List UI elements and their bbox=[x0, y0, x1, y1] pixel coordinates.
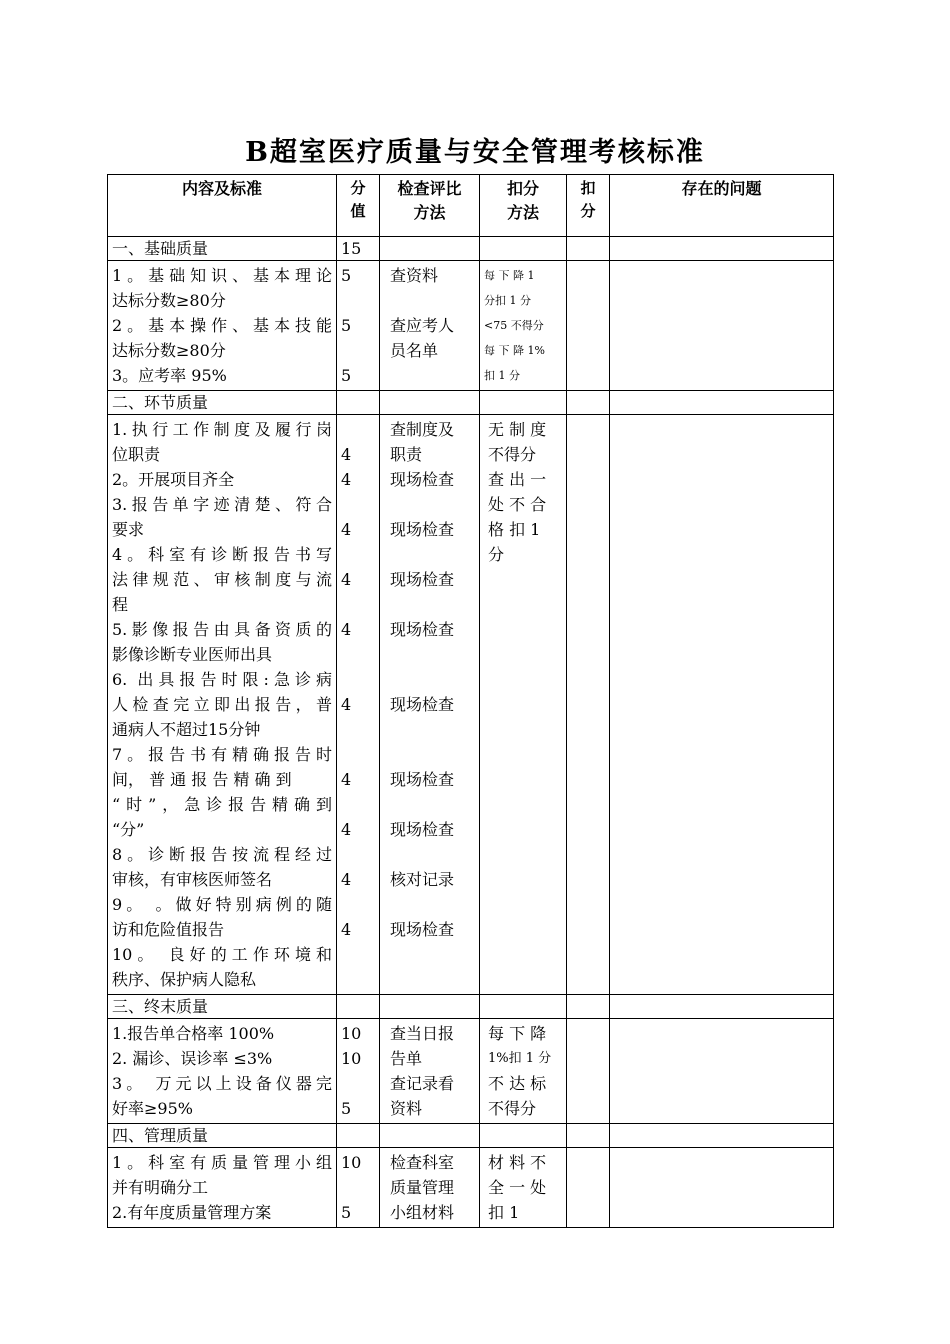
content-cell: 1。科室有质量管理小组 并有明确分工 2.有年度质量管理方案 bbox=[108, 1148, 337, 1228]
header-deducted: 扣 分 bbox=[567, 175, 610, 237]
score-cell: 10 5 bbox=[337, 1148, 380, 1228]
section-row-basic bbox=[108, 237, 834, 261]
table-row bbox=[108, 415, 834, 995]
score-cell: 4 4 4 4 4 4 4 4 4 4 bbox=[337, 415, 380, 995]
section-title: 一、基础质量 bbox=[108, 237, 337, 261]
check-cell: 查当日报 告单 查记录看 资料 bbox=[380, 1019, 480, 1124]
content-cell: 1.执行工作制度及履行岗 位职责 2。开展项目齐全 3.报告单字迹清楚、符合 要求 4。科室有诊断报告书写 法律规范、审核制度与流 程 5.影像报告由具备资质的 影像诊断专业医师出具 6. 出具报告时限:急诊病 人检查完立即出报告，普 通病人不超过15分钟 7。报告书有精确报告时 间， 普 通 报 告 精 确 到 “时”，急诊报告精确到 “分” 8。诊断报告按流程经过 审核，有审核医师签名 9。 。做好特别病例的随 访和危险值报告 10。 良好的工作环境和 秩序、保护病人隐私 bbox=[108, 415, 337, 995]
deduct-cell: 每 下 降 1 分扣 1 分 <75 不得分 每 下 降 1% 扣 1 分 bbox=[480, 261, 567, 391]
section-row-process bbox=[108, 391, 834, 415]
header-content: 内容及标准 bbox=[108, 175, 337, 237]
header-score: 分 值 bbox=[337, 175, 380, 237]
section-title: 二、环节质量 bbox=[108, 391, 337, 415]
content-cell: 1.报告单合格率 100% 2. 漏诊、误诊率 ≤3% 3。 万元以上设备仪器完 好率≥95% bbox=[108, 1019, 337, 1124]
check-cell: 查资料 查应考人 员名单 bbox=[380, 261, 480, 391]
section-title: 四、管理质量 bbox=[108, 1124, 337, 1148]
section-title: 三、终末质量 bbox=[108, 995, 337, 1019]
header-row bbox=[108, 175, 834, 237]
table-row bbox=[108, 1019, 834, 1124]
table-row bbox=[108, 1148, 834, 1228]
score-cell: 10 10 5 bbox=[337, 1019, 380, 1124]
section-total: 15 bbox=[337, 237, 380, 261]
check-cell: 检查科室 质量管理 小组材料 bbox=[380, 1148, 480, 1228]
header-deduct-method: 扣分 方法 bbox=[480, 175, 567, 237]
document-title: B超室医疗质量与安全管理考核标准 bbox=[245, 137, 705, 168]
section-row-management bbox=[108, 1124, 834, 1148]
section-row-final bbox=[108, 995, 834, 1019]
header-check-method: 检查评比 方法 bbox=[380, 175, 480, 237]
table-row bbox=[108, 261, 834, 391]
deduct-cell: 每 下 降 1%扣 1 分 不 达 标 不得分 bbox=[480, 1019, 567, 1124]
assessment-table bbox=[107, 174, 834, 1228]
check-cell: 查制度及 职责 现场检查 现场检查 现场检查 现场检查 现场检查 现场检查 现场检查 核对记录 现场检查 bbox=[380, 415, 480, 995]
header-problems: 存在的问题 bbox=[610, 175, 834, 237]
content-cell: 1。基础知识、基本理论 达标分数≥80分 2。基本操作、基本技能 达标分数≥80分 3。应考率 95% bbox=[108, 261, 337, 391]
score-cell: 5 5 5 bbox=[337, 261, 380, 391]
deduct-cell: 无 制 度 不得分 查 出 一 处 不 合 格 扣 1 分 bbox=[480, 415, 567, 995]
deduct-cell: 材 料 不 全 一 处 扣 1 bbox=[480, 1148, 567, 1228]
